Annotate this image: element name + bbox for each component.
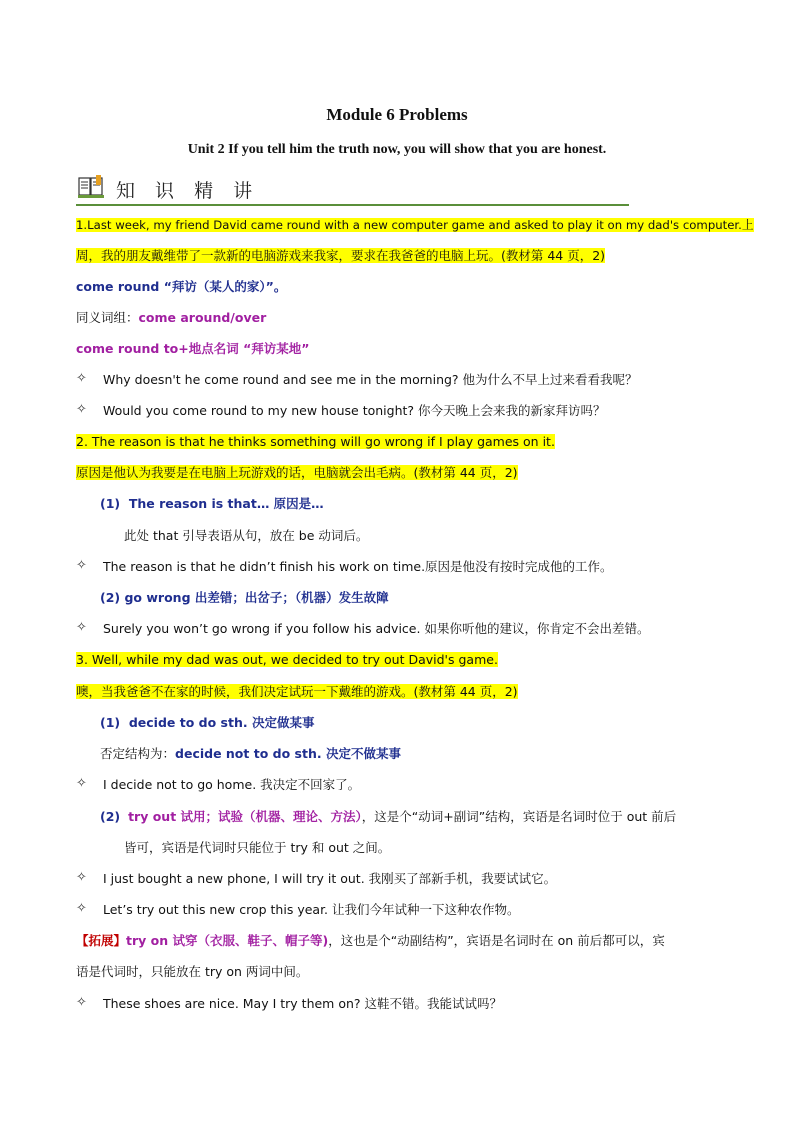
bullet-icon: ✧ [76,402,87,417]
p2-note-1: 此处 that 引导表语从句，放在 be 动词后。 [124,528,369,543]
section-header [76,174,629,206]
bullet-icon: ✧ [76,776,87,791]
bullet-icon: ✧ [76,620,87,635]
p3-item-1: (1) decide to do sth. 决定做某事 [100,715,315,730]
p3-item-2: (2) try out 试用；试验（机器、理论、方法），这是个“动词+副词”结构，宾语是名词时位于 out 前后 [100,809,677,824]
bullet-icon: ✧ [76,371,87,386]
p1-phrase: come round “拜访（某人的家）”。 [76,279,287,294]
page-subtitle: Unit 2 If you tell him the truth now, you will show that you are honest. [187,142,607,157]
p3-sentence-cn: 噢，当我爸爸不在家的时候，我们决定试玩一下戴维的游戏。(教材第 44 页，2) [76,684,518,699]
p1-sentence-en: 1.Last week, my friend David came round with a new computer game and asked to play it on my dad's computer.上 [76,218,754,232]
p3-example-1: I decide not to go home. 我决定不回家了。 [103,777,361,792]
p2-sentence-cn: 原因是他认为我要是在电脑上玩游戏的话，电脑就会出毛病。(教材第 44 页，2) [76,465,518,480]
p3-sentence-en: 3. Well, while my dad was out, we decided to try out David's game. [76,652,498,667]
page-title: Module 6 Problems [326,105,468,124]
p2-example-2: Surely you won’t go wrong if you follow his advice. 如果你听他的建议，你肯定不会出差错。 [103,621,650,636]
p3-example-2: I just bought a new phone, I will try it out. 我刚买了部新手机，我要试试它。 [103,871,557,886]
p3-example-3: Let’s try out this new crop this year. 让我们今年试种一下这种农作物。 [103,902,520,917]
p3-example-4: These shoes are nice. May I try them on? 这鞋不错。我能试试吗？ [103,996,503,1011]
p2-item-1: (1) The reason is that… 原因是… [100,496,324,511]
bullet-icon: ✧ [76,558,87,573]
p2-sentence-en: 2. The reason is that he thinks something will go wrong if I play games on it. [76,434,555,449]
p3-item-2-cont: 皆可，宾语是代词时只能位于 try 和 out 之间。 [124,840,391,855]
bullet-icon: ✧ [76,995,87,1010]
bullet-icon: ✧ [76,901,87,916]
bullet-icon: ✧ [76,870,87,885]
p3-extension-cont: 语是代词时，只能放在 try on 两词中间。 [76,964,309,979]
book-icon [78,175,104,199]
p2-item-2: (2) go wrong 出差错；出岔子；（机器）发生故障 [100,590,389,605]
p1-sentence-cn: 周，我的朋友戴维带了一款新的电脑游戏来我家，要求在我爸爸的电脑上玩。(教材第 44 页，2) [76,248,606,263]
p2-example-1: The reason is that he didn’t finish his work on time.原因是他没有按时完成他的工作。 [103,559,613,574]
p1-synonym: 同义词组：come around/over [76,310,267,325]
p1-example-2: Would you come round to my new house tonight? 你今天晚上会来我的新家拜访吗？ [103,403,606,418]
p1-example-1: Why doesn't he come round and see me in the morning? 他为什么不早上过来看看我呢？ [103,372,638,387]
section-label: 知 识 精 讲 [116,180,260,202]
p1-extension: come round to+地点名词 “拜访某地” [76,341,310,356]
p3-negative: 否定结构为：decide not to do sth. 决定不做某事 [100,746,401,761]
p3-extension: 【拓展】try on 试穿（衣服、鞋子、帽子等)，这也是个“动副结构”，宾语是名词时在 on 前后都可以，宾 [76,933,665,948]
